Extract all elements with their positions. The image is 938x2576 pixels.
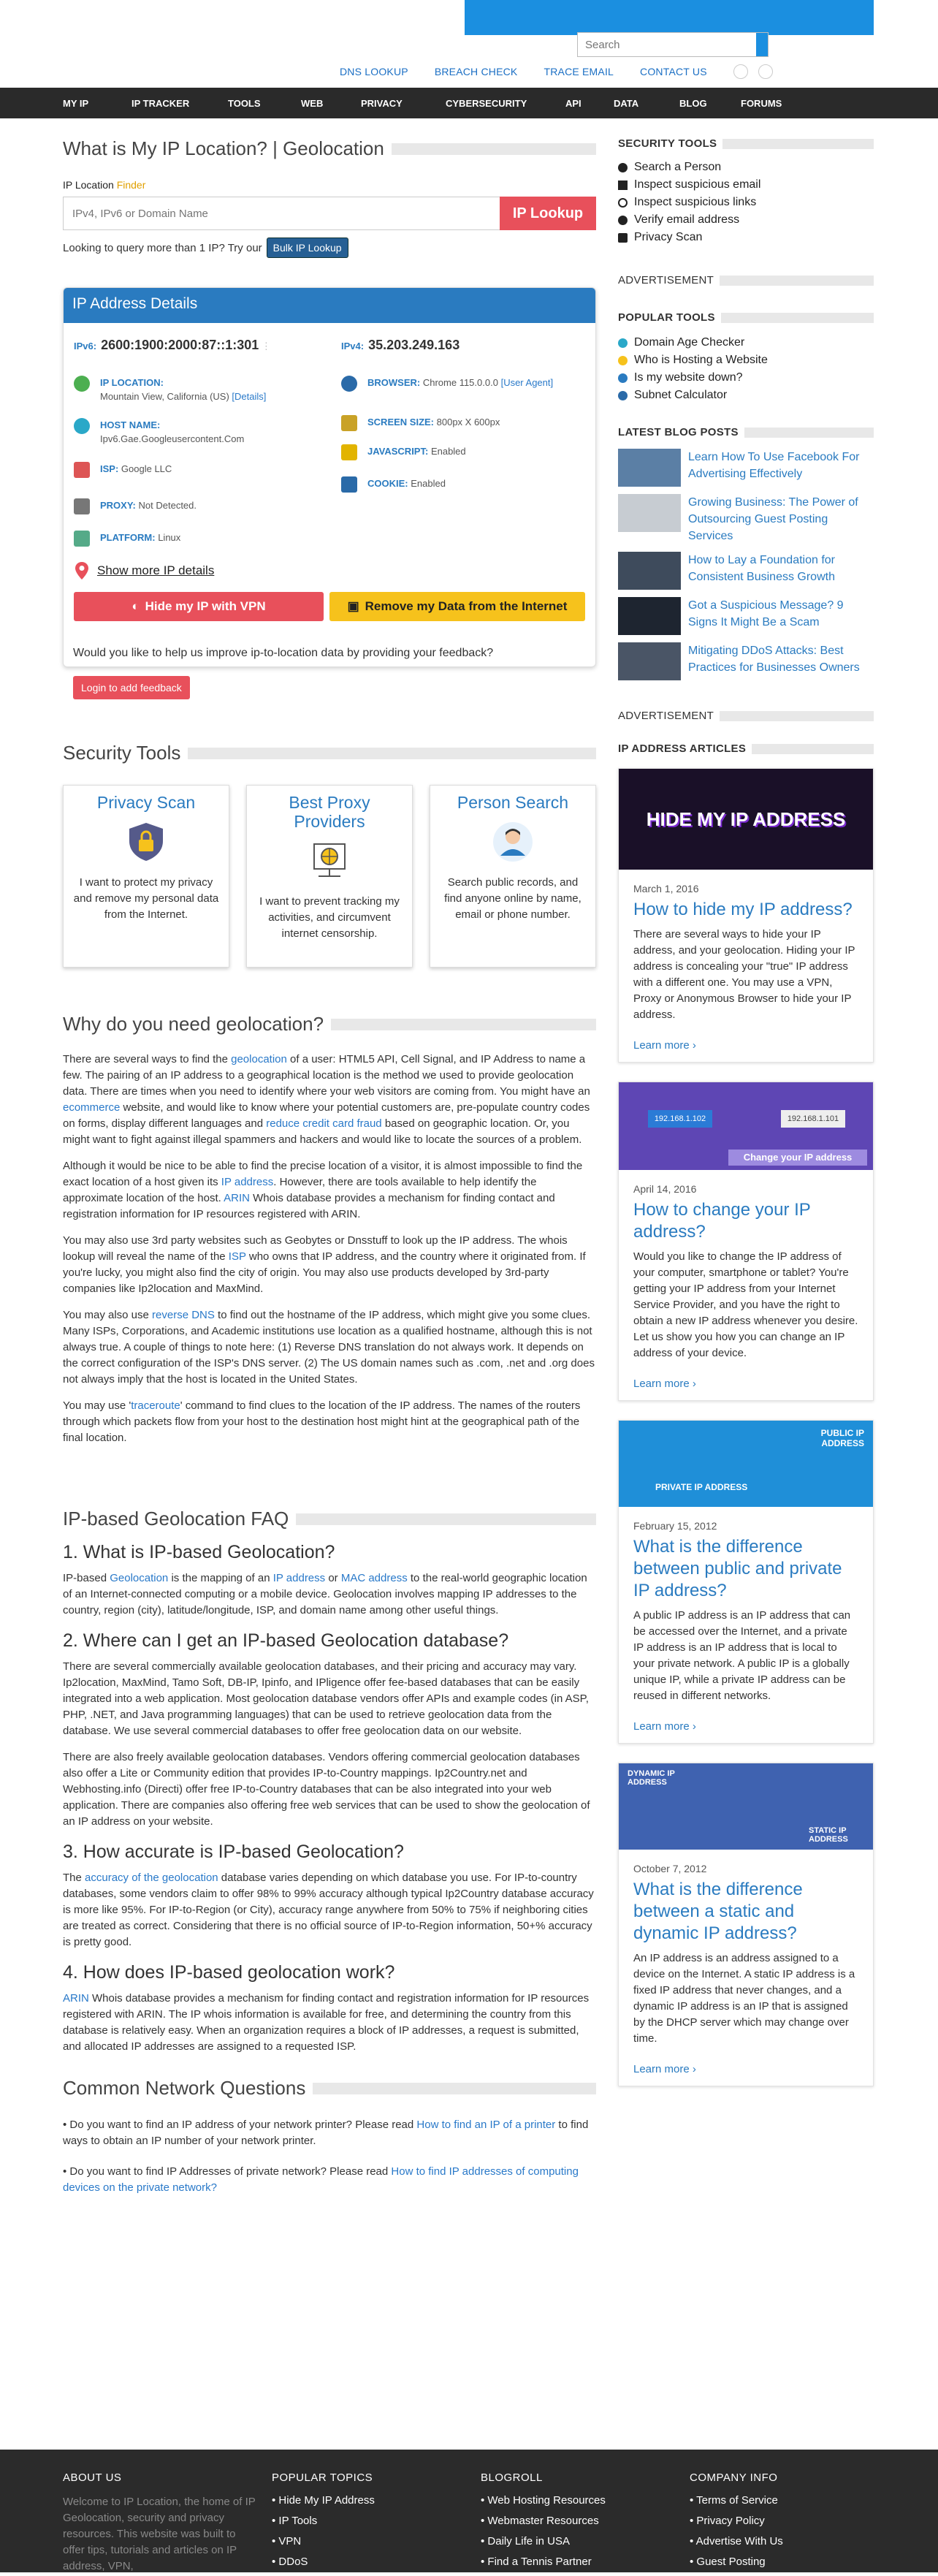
ip-lookup-input[interactable] [63,197,500,230]
footer-link[interactable]: • Hide My IP Address [272,2494,375,2507]
footer-link[interactable]: • Guest Posting [690,2556,766,2568]
user-agent-link[interactable]: [User Agent] [500,377,554,388]
map-pin-icon [74,561,90,580]
footer-link[interactable]: • Webmaster Resources [481,2515,599,2527]
privacy-scan-card[interactable]: Privacy Scan I want to protect my privacy and remove my personal data from the Internet. [63,785,229,968]
nav-contact-us[interactable]: CONTACT US [640,66,707,77]
envelope-icon [618,181,628,190]
nav-cybersecurity[interactable]: CYBERSECURITY [446,97,527,109]
sidebar-item-domain-age[interactable]: Domain Age Checker [618,334,874,352]
platform-icon [74,531,90,547]
remove-data-button[interactable]: ▣ Remove my Data from the Internet [329,592,585,621]
network-question-2: • Do you want to find IP Addresses of private network? Please read How to find IP addresses of computing devices on the private network? [63,2165,579,2194]
ip-location-row: IP LOCATION: Mountain View, California (US) [Details] [74,376,266,403]
proxy-icon [74,498,90,514]
footer-blogroll: BLOGROLL • Web Hosting Resources • Webmaster Resources • Daily Life in USA • Find a Tennis Partner [481,2471,606,2576]
globe-icon [341,376,357,392]
nav-dns-lookup[interactable]: DNS LOOKUP [340,66,408,77]
article-card-hide-ip[interactable]: HIDE MY IP ADDRESS March 1, 2016 How to hide my IP address? There are several ways to hide your IP address, and your geolocation. Hiding your IP address is concealing your "true" IP address with a different one. You may use a VPN, Proxy or Anonymous Browser to hide your IP address. Learn more › [618,768,874,1063]
sidebar-item-verify-email[interactable]: Verify email address [618,211,874,229]
footer-link[interactable]: • Terms of Service [690,2494,778,2507]
mac-address-link[interactable]: MAC address [340,1572,408,1584]
footer-link[interactable]: • Daily Life in USA [481,2535,570,2547]
social-icon[interactable] [758,64,773,79]
proxy-row: PROXY: Not Detected. [74,498,197,514]
footer-link[interactable]: • Privacy Policy [690,2515,765,2527]
footer-link[interactable]: • IP Tools [272,2515,318,2527]
sidebar-item-hosting[interactable]: Who is Hosting a Website [618,352,874,369]
faq-answer-3: The accuracy of the geolocation database varies depending on which database you use. For IP-to-country databases, some vendors claim to offer 98% to 99% accuracy although typical Ip2Country database accuracy is more like 95%. For IP-to-Region (or City), accuracy range anywhere from 50% to 75% if neighboring cities are treated as correct. Considering that there is no official source of IP-to-Region information, 50+% accuracy is pretty good. [63,1872,594,1948]
ip-details-heading: IP Address Details [64,288,595,323]
nav-web[interactable]: WEB [301,97,324,109]
faq-question-3: 3. How accurate is IP-based Geolocation? [63,1842,404,1862]
sidebar-item-search-person[interactable]: Search a Person [618,159,874,176]
blog-post[interactable]: Mitigating DDoS Attacks: Best Practices for Businesses Owners [618,642,874,680]
sidebar-item-inspect-links[interactable]: Inspect suspicious links [618,194,874,211]
location-details-link[interactable]: [Details] [232,391,267,402]
why-paragraph-4: You may also use reverse DNS to find out the hostname of the IP address, which might give you some clues. Many ISPs, Corporations, and Academic institutions use location as a qualified hostname, although this is not always true. A couple of things to note here: (1) Reverse DNS translation do not always work. It depends on the correct configuration of the ISP's DNS server. (2) The US domain names such as .com, .net and .org does not always imply that the host is located in the United States. [63,1309,595,1386]
why-paragraph-5: You may use 'traceroute' command to find clues to the location of the IP address. The names of the routers through which packets flow from your host to the destination host might hint at the geographical path of the final location. [63,1399,581,1444]
blog-thumbnail [618,449,681,487]
lookup-label: IP Location Finder [63,179,146,191]
private-network-ip-link[interactable]: How to find IP addresses of computing devices on the private network? [63,2165,579,2194]
faq-title: IP-based Geolocation FAQ [63,1508,596,1530]
javascript-row: JAVASCRIPT: Enabled [341,444,466,460]
vpn-icon: ◐ [131,599,140,613]
footer-company-info: COMPANY INFO • Terms of Service • Privacy Policy • Advertise With Us • Guest Posting [690,2471,783,2576]
article-image: DYNAMIC IP ADDRESS STATIC IP ADDRESS [619,1763,873,1850]
accuracy-link[interactable]: accuracy of the geolocation [85,1872,218,1884]
learn-more-link[interactable]: Learn more › [633,1720,696,1733]
blog-thumbnail [618,642,681,680]
article-card-public-private[interactable]: PUBLIC IP ADDRESS PRIVATE IP ADDRESS February 15, 2012 What is the difference between public and private IP address? A public IP address is an IP address that can be accessed over the Internet, and a private IP address is an IP address that is local to your private network. A public IP is a globally unique IP, while a private IP address can be reused in different networks. Learn more › [618,1420,874,1744]
sidebar-item-website-down[interactable]: Is my website down? [618,369,874,387]
lock-icon [618,233,628,243]
lookup-form [63,197,596,230]
blog-thumbnail [618,597,681,635]
nav-breach-check[interactable]: BREACH CHECK [434,66,518,77]
network-question-1: • Do you want to find an IP address of your network printer? Please read How to find an IP of a printer to find ways to obtain an IP number of your network printer. [63,2119,589,2147]
arin-link[interactable]: ARIN [224,1192,250,1204]
article-image: PUBLIC IP ADDRESS PRIVATE IP ADDRESS [619,1421,873,1507]
bulk-lookup-button[interactable]: Bulk IP Lookup [267,238,348,258]
site-search [577,32,769,57]
isp-icon [74,462,90,478]
cookie-row: COOKIE: Enabled [341,476,446,493]
javascript-icon [341,444,357,460]
arin-link[interactable]: ARIN [63,1992,89,2005]
link-icon [618,198,628,208]
feedback-question: Would you like to help us improve ip-to-location data by providing your feedback? [73,647,494,659]
proxy-globe-icon [308,840,351,882]
person-icon [618,163,628,172]
ip-address-link[interactable]: IP address [272,1572,326,1584]
ip-lookup-button[interactable]: IP Lookup [500,197,596,230]
faq-answer-4: ARIN Whois database provides a mechanism for finding contact and registration information for IP resources registered with ARIN. The IP whois information is available for free, and determining the country from this database is relatively easy. When an organization requires a block of IP addresses, a request is submitted, and allocated IP addresses are assigned to a requested ISP. [63,1992,590,2053]
nav-trace-email[interactable]: TRACE EMAIL [544,66,614,77]
location-icon [74,376,90,392]
screen-icon [341,415,357,431]
footer-link[interactable]: • Find a Tennis Partner [481,2556,592,2568]
main-content [63,137,596,2196]
advertisement-label: ADVERTISEMENT [618,274,874,286]
server-icon [618,356,628,365]
nav-blog[interactable]: BLOG [679,97,707,109]
search-input[interactable] [578,33,756,56]
popular-tools-heading: POPULAR TOOLS [618,311,874,324]
calculator-icon [618,391,628,400]
ipv4-row: IPv4: 35.203.249.163 [341,338,460,352]
page-title: What is My IP Location? | Geolocation [63,137,596,160]
nav-tools[interactable]: TOOLS [228,97,261,109]
article-card-static-dynamic[interactable]: DYNAMIC IP ADDRESS STATIC IP ADDRESS October 7, 2012 What is the difference between a static and dynamic IP address? An IP address is an address assigned to a device on the Internet. A static IP address is a fixed IP address that never changes, and a dynamic IP address is an IP that is assigned by the DHCP server which may change over time. Learn more › [618,1763,874,2086]
nav-forums[interactable]: FORUMS [741,97,782,109]
nav-ip-tracker[interactable]: IP TRACKER [131,97,190,109]
globe-icon [618,338,628,348]
why-geolocation-title: Why do you need geolocation? [63,1013,596,1036]
best-proxy-card[interactable]: Best Proxy Providers I want to prevent tracking my activities, and circumvent internet censorship. [246,785,413,968]
advertisement-label: ADVERTISEMENT [618,710,874,722]
security-tools-cards [63,785,596,968]
geolocation-link[interactable]: Geolocation [110,1572,169,1584]
sidebar-item-inspect-email[interactable]: Inspect suspicious email [618,176,874,194]
check-icon [618,216,628,225]
faq-answer-2a: There are several commercially available geolocation databases, and their pricing and accuracy may vary. Ip2location, MaxMind, Tamo Soft, DB-IP, Ipinfo, and IPligence offer fee-based databases that can be easily integrated into a web application. Most geolocation database vendors offer APIs and example codes (in ASP, PHP, .NET, and Java programming languages) that can be used to retrieve geolocation data from the database. We use several commercial databases to offer free geolocation data on our website. [63,1660,589,1737]
isp-link[interactable]: ISP [228,1250,246,1263]
ip-articles-heading: IP ADDRESS ARTICLES [618,742,874,755]
article-image: 192.168.1.102 192.168.1.101 Change your IP address [619,1082,873,1170]
nav-my-ip[interactable]: MY IP [63,97,89,109]
blog-thumbnail [618,494,681,532]
blog-post[interactable]: Learn How To Use Facebook For Advertising Effectively [618,449,874,487]
why-paragraph-3: You may also use 3rd party websites such as Geobytes or Dnsstuff to look up the IP address. The whois lookup will reveal the name of the ISP who owns that IP address, and the country where it originated from. If you're lucky, you might also find the city of origin. You may also use products developed by 3rd-party companies like Ip2location and MaxMind. [63,1234,586,1295]
nav-privacy[interactable]: PRIVACY [361,97,403,109]
learn-more-link[interactable]: Learn more › [633,1039,696,1052]
faq-question-1: 1. What is IP-based Geolocation? [63,1542,335,1562]
article-image: HIDE MY IP ADDRESS [619,769,873,870]
traceroute-link[interactable]: traceroute [131,1399,180,1412]
platform-row: PLATFORM: Linux [74,531,180,547]
search-button[interactable] [756,33,768,56]
learn-more-link[interactable]: Learn more › [633,2063,696,2075]
login-feedback-button[interactable]: Login to add feedback [73,676,190,699]
faq-question-4: 4. How does IP-based geolocation work? [63,1962,395,1983]
learn-more-link[interactable]: Learn more › [633,1378,696,1390]
nav-data[interactable]: DATA [614,97,639,109]
status-icon [618,373,628,383]
footer-link[interactable]: • VPN [272,2535,302,2547]
reverse-dns-link[interactable]: reverse DNS [152,1309,215,1321]
security-tools-list [618,159,874,246]
hide-ip-vpn-button[interactable]: ◐ Hide my IP with VPN [74,592,324,621]
social-icon[interactable] [733,64,748,79]
shield-icon: ▣ [347,599,359,613]
ipv6-row: IPv6: 2600:1900:2000:87::1:301 ⋮ [74,338,271,352]
person-search-card[interactable]: Person Search Search public records, and find anyone online by name, email or phone number. [430,785,596,968]
header-banner [465,0,874,35]
sidebar-item-privacy-scan[interactable]: Privacy Scan [618,229,874,246]
blog-post[interactable]: How to Lay a Foundation for Consistent Business Growth [618,552,874,590]
ip-address-link[interactable]: IP address [221,1176,274,1188]
nav-api[interactable]: API [565,97,582,109]
sub-navigation [340,64,783,79]
hostname-row: HOST NAME: Ipv6.Gae.Googleusercontent.Com [74,418,244,446]
main-navigation [0,88,938,118]
footer-link[interactable]: • Advertise With Us [690,2535,783,2547]
show-more-link[interactable]: Show more IP details [74,561,214,580]
article-card-change-ip[interactable]: 192.168.1.102 192.168.1.101 Change your IP address April 14, 2016 How to change your IP address? Would you like to change the IP address of your computer, smartphone or tablet? You're getting your IP address from your Internet Service Provider, and you have the right to obtain a new IP address whenever you desire. Let us show you how you can change an IP address of your device. Learn more › [618,1082,874,1401]
ip-details-card [63,287,596,667]
cookie-icon [341,476,357,493]
host-icon [74,418,90,434]
blog-post[interactable]: Got a Suspicious Message? 9 Signs It Might Be a Scam [618,597,874,635]
printer-ip-link[interactable]: How to find an IP of a printer [416,2119,556,2131]
bulk-lookup-row: Looking to query more than 1 IP? Try our Bulk IP Lookup [63,238,596,258]
why-paragraph-2: Although it would be nice to be able to find the precise location of a visitor, it is almost impossible to find the exact location of a host given its IP address. However, there are tools available to help identify the approximate location of the host. ARIN Whois database provides a mechanism for finding contact and registration information for IP resources registered with ARIN. [63,1160,583,1220]
geolocation-link[interactable]: geolocation [231,1053,287,1065]
sidebar [618,137,874,2086]
browser-row: BROWSER: Chrome 115.0.0.0 [User Agent] [341,376,553,392]
footer-about: ABOUT US Welcome to IP Location, the home of IP Geolocation, security and privacy resources. This website was built to offer tips, tutorials and articles on IP address, VPN, [63,2471,256,2572]
security-tools-heading: SECURITY TOOLS [618,137,874,150]
footer-link[interactable]: • DDoS [272,2556,308,2568]
blog-thumbnail [618,552,681,590]
isp-row: ISP: Google LLC [74,462,172,478]
credit-card-fraud-link[interactable]: reduce credit card fraud [266,1117,382,1130]
footer-popular-topics: POPULAR TOPICS • Hide My IP Address • IP Tools • VPN • DDoS [272,2471,375,2576]
footer [0,2450,938,2572]
faq-answer-1: IP-based Geolocation is the mapping of an IP address or MAC address to the real-world geographic location of an Internet-connected computing or a mobile device. Geolocation involves mapping IP addresses to the country, region (city), latitude/longitude, ISP, and domain name among other useful things. [63,1572,587,1616]
lock-shield-icon [125,821,167,863]
sidebar-item-subnet[interactable]: Subnet Calculator [618,387,874,404]
faq-question-2: 2. Where can I get an IP-based Geolocation database? [63,1630,509,1651]
security-tools-title: Security Tools [63,742,596,764]
popular-tools-list [618,334,874,404]
blog-post[interactable]: Growing Business: The Power of Outsourcing Guest Posting Services [618,494,874,544]
copy-icon[interactable]: ⋮ [261,341,271,352]
ecommerce-link[interactable]: ecommerce [63,1101,121,1114]
person-icon [492,821,534,863]
screen-size-row: SCREEN SIZE: 800px X 600px [341,415,500,431]
latest-blog-heading: LATEST BLOG POSTS [618,426,874,438]
footer-link[interactable]: • Web Hosting Resources [481,2494,606,2507]
faq-answer-2b: There are also freely available geolocation databases. Vendors offering commercial geolocation databases also offer a Lite or Community edition that provides IP-to-Country mappings. Ip2Country.net and Webhosting.info (Directi) offer free IP-to-Country databases that can be also integrated into your web application. There are companies also offering free web services that can be used to show the geolocation of an IP address on your website. [63,1751,590,1828]
why-paragraph-1: There are several ways to find the geolocation of a user: HTML5 API, Cell Signal, and IP Address to name a few. The pairing of an IP address to a geographical location is the method we used to provide geolocation data. There are times when you need to identify where your web visitors are coming from. You might have an ecommerce website, and would like to know where your potential customers are, pre-populate country codes on forms, display different languages and reduce credit card fraud based on geographic location. Or, you might want to fight against illegal spammers and hackers and would like to locate the sources of a problem. [63,1053,590,1146]
network-questions-title: Common Network Questions [63,2077,596,2100]
